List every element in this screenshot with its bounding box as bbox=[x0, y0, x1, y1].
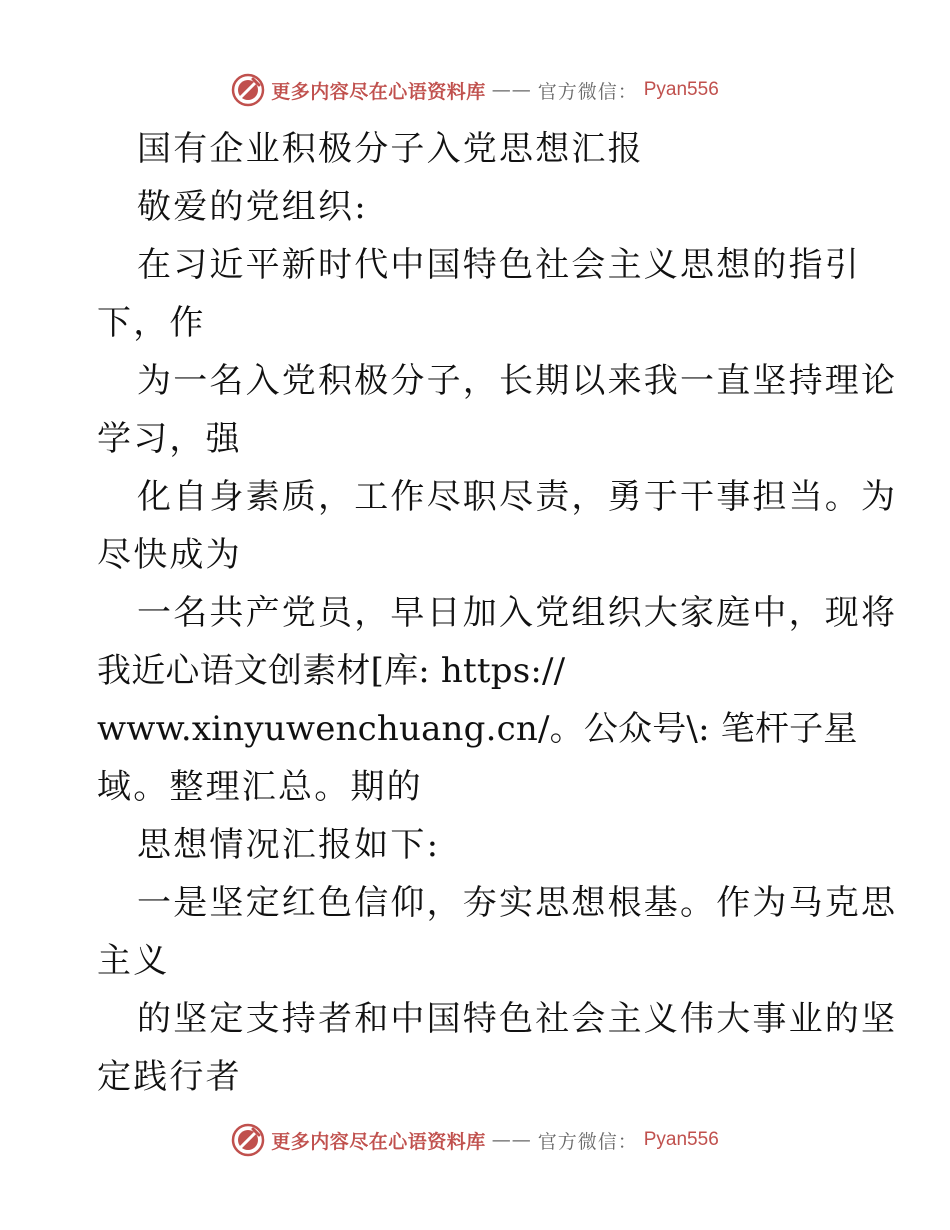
document-body bbox=[97, 120, 898, 1106]
banner-main-text: 更多内容尽在心语资料库 bbox=[271, 1130, 486, 1153]
banner-separator: —— bbox=[491, 79, 532, 101]
banner-main-text: 更多内容尽在心语资料库 bbox=[271, 80, 486, 103]
banner-wechat-id: Pyan556 bbox=[643, 1129, 719, 1150]
body-line: 域。整理汇总。期的 bbox=[97, 767, 423, 807]
pen-seal-icon bbox=[231, 1123, 265, 1157]
body-line: 化自身素质，工作尽职尽责，勇于干事担当。为 bbox=[137, 477, 898, 517]
header-watermark-banner bbox=[0, 72, 950, 108]
body-line: 尽快成为 bbox=[97, 535, 242, 575]
body-line: 为一名入党积极分子，长期以来我一直坚持理论 bbox=[137, 361, 898, 401]
body-line: 一是坚定红色信仰，夯实思想根基。作为马克思 bbox=[137, 883, 898, 923]
body-line: 思想情况汇报如下: bbox=[137, 825, 441, 865]
body-line: 学习，强 bbox=[97, 419, 242, 459]
body-line-link: 我近心语文创素材[库: https:// bbox=[97, 651, 566, 691]
salutation: 敬爱的党组织: bbox=[137, 187, 368, 227]
body-line: 主义 bbox=[97, 941, 170, 981]
body-line: 的坚定支持者和中国特色社会主义伟大事业的坚 bbox=[137, 999, 898, 1039]
body-line: 下，作 bbox=[97, 303, 206, 343]
body-line-link: www.xinyuwenchuang.cn/。公众号\: 笔杆子星 bbox=[97, 709, 858, 749]
banner-wechat-id: Pyan556 bbox=[643, 79, 719, 100]
body-line: 一名共产党员，早日加入党组织大家庭中，现将 bbox=[137, 593, 898, 633]
footer-watermark-banner bbox=[0, 1122, 950, 1158]
body-line: 在习近平新时代中国特色社会主义思想的指引 bbox=[137, 245, 861, 285]
document-title: 国有企业积极分子入党思想汇报 bbox=[137, 129, 644, 169]
banner-sub-text: 官方微信： bbox=[537, 80, 638, 103]
banner-sub-text: 官方微信： bbox=[537, 1130, 638, 1153]
banner-separator: —— bbox=[491, 1129, 532, 1151]
pen-seal-icon bbox=[231, 73, 265, 107]
body-line: 定践行者 bbox=[97, 1057, 242, 1097]
